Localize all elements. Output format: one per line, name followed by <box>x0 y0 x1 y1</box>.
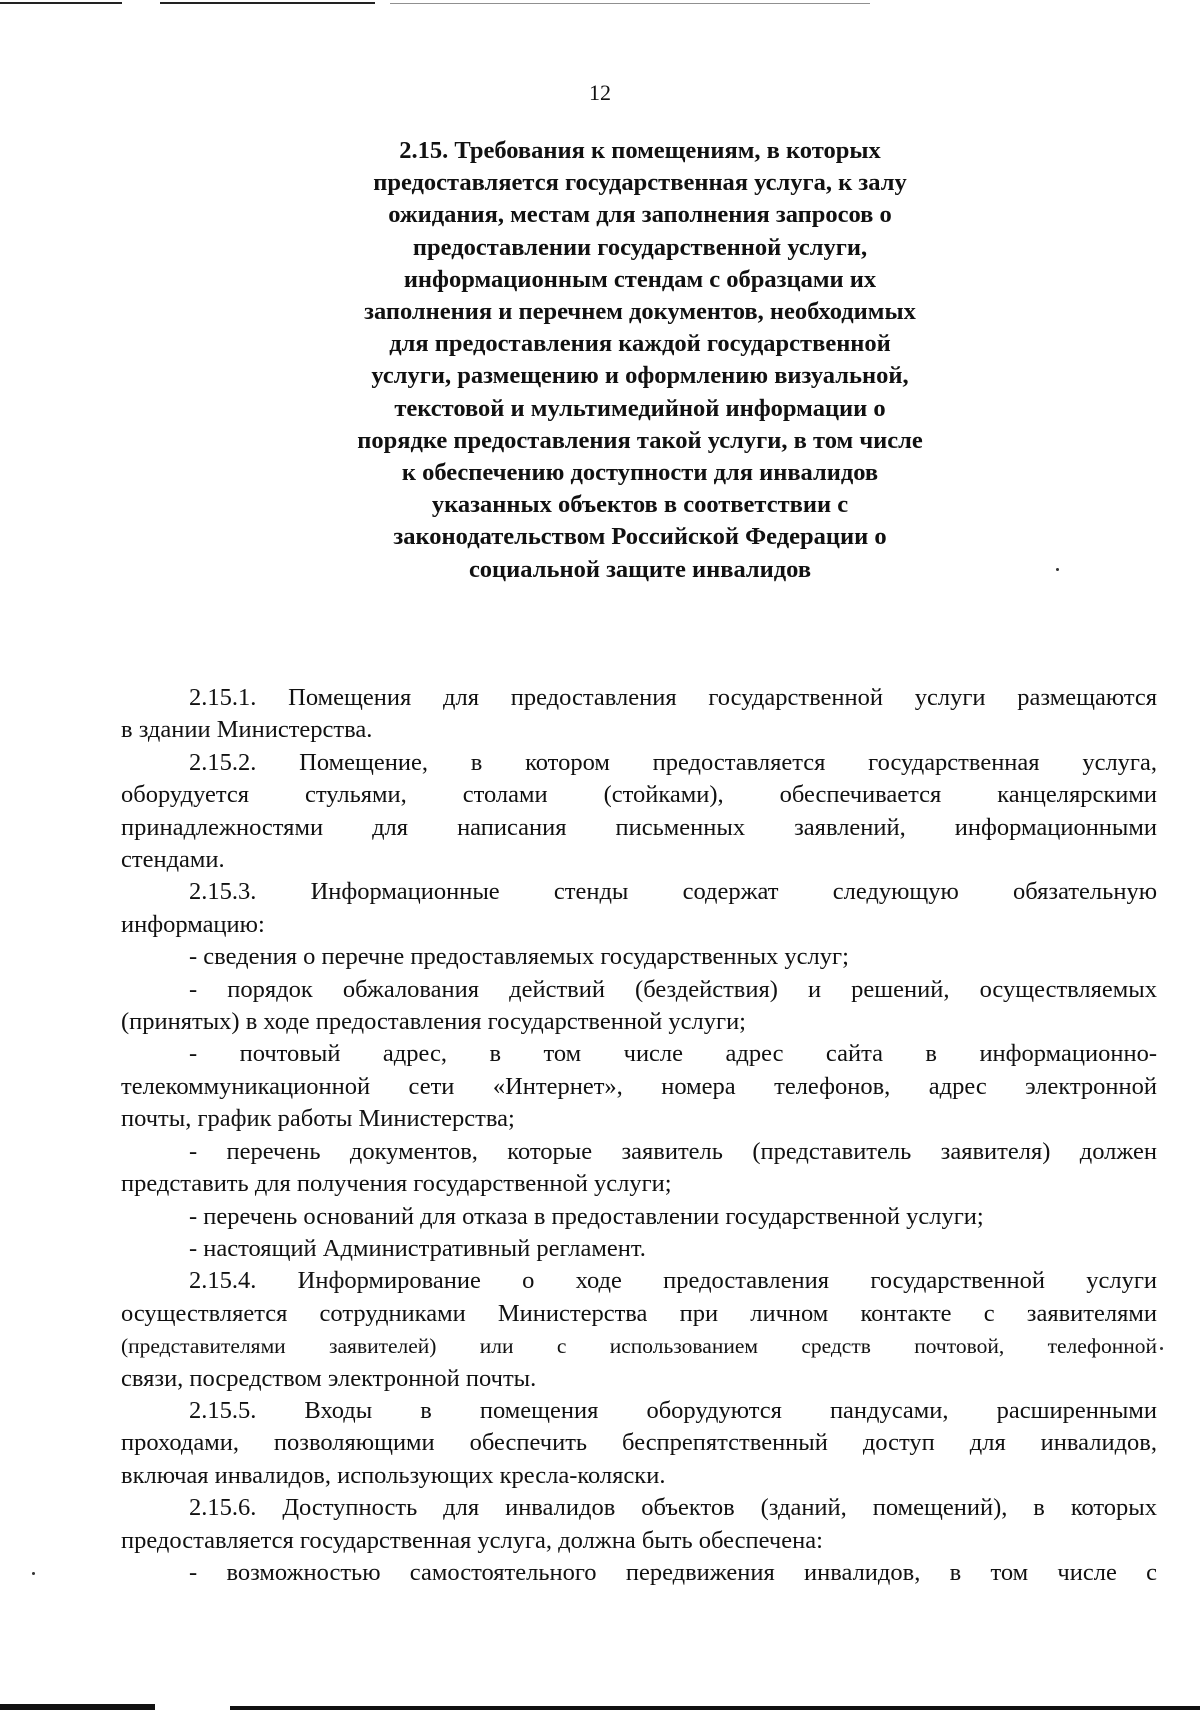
paragraph-2-15-5-line: 2.15.5. Входы в помещения оборудуются пандусами, расширенными <box>189 1396 1157 1424</box>
scan-speck <box>1056 568 1059 571</box>
heading-line: текстовой и мультимедийной информации о <box>394 394 886 422</box>
list-item: представить для получения государственной услуги; <box>121 1170 672 1198</box>
paragraph-2-15-1-line: в здании Министерства. <box>121 716 373 744</box>
list-item: - перечень оснований для отказа в предоставлении государственной услуги; <box>189 1202 984 1230</box>
paragraph-2-15-5-line: включая инвалидов, использующих кресла-коляски. <box>121 1461 666 1489</box>
scan-speck <box>32 1572 35 1575</box>
list-item: - возможностью самостоятельного передвижения инвалидов, в том числе с <box>189 1558 1157 1586</box>
page-number: 12 <box>589 80 611 105</box>
scan-edge-bottom-left <box>0 1704 155 1710</box>
paragraph-2-15-3-line: 2.15.3. Информационные стенды содержат следующую обязательную <box>189 878 1157 906</box>
list-item: - почтовый адрес, в том числе адрес сайта в информационно- <box>189 1040 1157 1068</box>
heading-line: законодательством Российской Федерации о <box>393 523 887 551</box>
heading-line: социальной защите инвалидов <box>468 555 812 583</box>
paragraph-2-15-4-line: связи, посредством электронной почты. <box>121 1364 537 1392</box>
paragraph-2-15-2-line: стендами. <box>121 846 225 874</box>
heading-line: заполнения и перечнем документов, необходимых <box>364 298 916 326</box>
paragraph-2-15-4-line: осуществляется сотрудниками Министерства при личном контакте с заявителями <box>121 1299 1157 1327</box>
scan-edge-top-left <box>0 2 122 4</box>
heading-line: ожидания, местам для заполнения запросов о <box>388 201 892 229</box>
list-item: телекоммуникационной сети «Интернет», номера телефонов, адрес электронной <box>121 1072 1157 1100</box>
paragraph-2-15-6-line: 2.15.6. Доступность для инвалидов объектов (зданий, помещений), в которых <box>189 1494 1157 1522</box>
paragraph-2-15-6-line: предоставляется государственная услуга, должна быть обеспечена: <box>121 1526 823 1554</box>
scan-edge-top-right <box>390 3 870 4</box>
list-item: - настоящий Административный регламент. <box>189 1234 646 1262</box>
list-item: (принятых) в ходе предоставления государственной услуги; <box>121 1008 746 1036</box>
heading-line: порядке предоставления такой услуги, в том числе <box>357 426 923 454</box>
heading-line: к обеспечению доступности для инвалидов <box>401 459 879 487</box>
heading-line: предоставляется государственная услуга, к залу <box>373 169 907 197</box>
scan-speck <box>1160 1347 1163 1350</box>
heading-line: предоставлении государственной услуги, <box>412 233 868 261</box>
paragraph-2-15-1-line: 2.15.1. Помещения для предоставления государственной услуги размещаются <box>189 684 1157 711</box>
paragraph-2-15-4-line: 2.15.4. Информирование о ходе предоставления государственной услуги <box>189 1267 1157 1295</box>
list-item: почты, график работы Министерства; <box>121 1105 515 1133</box>
paragraph-2-15-3-line: информацию: <box>121 910 265 938</box>
paragraph-2-15-2-line: оборудуется стульями, столами (стойками), обеспечивается канцелярскими <box>121 781 1157 809</box>
paragraph-2-15-5-line: проходами, позволяющими обеспечить беспрепятственный доступ для инвалидов, <box>121 1429 1157 1457</box>
heading-line: для предоставления каждой государственной <box>389 330 891 358</box>
paragraph-2-15-2-line: 2.15.2. Помещение, в котором предоставляется государственная услуга, <box>189 748 1157 776</box>
heading-line: информационным стендам с образцами их <box>403 265 877 293</box>
heading-line: указанных объектов в соответствии с <box>431 491 849 519</box>
scan-edge-top-mid <box>160 2 375 4</box>
heading-line: услуги, размещению и оформлению визуальной, <box>371 362 909 390</box>
paragraph-2-15-4-line: (представителями заявителей) или с использованием средств почтовой, телефонной <box>121 1334 1157 1359</box>
section-heading <box>300 135 980 586</box>
list-item: - сведения о перечне предоставляемых государственных услуг; <box>189 943 849 971</box>
list-item: - порядок обжалования действий (бездействия) и решений, осуществляемых <box>189 975 1157 1003</box>
paragraph-2-15-2-line: принадлежностями для написания письменных заявлений, информационными <box>121 813 1157 841</box>
scan-edge-bottom-right <box>230 1706 1200 1710</box>
heading-line: 2.15. Требования к помещениям, в которых <box>399 137 881 164</box>
document-body <box>121 682 1157 1589</box>
list-item: - перечень документов, которые заявитель (представитель заявителя) должен <box>189 1137 1157 1165</box>
